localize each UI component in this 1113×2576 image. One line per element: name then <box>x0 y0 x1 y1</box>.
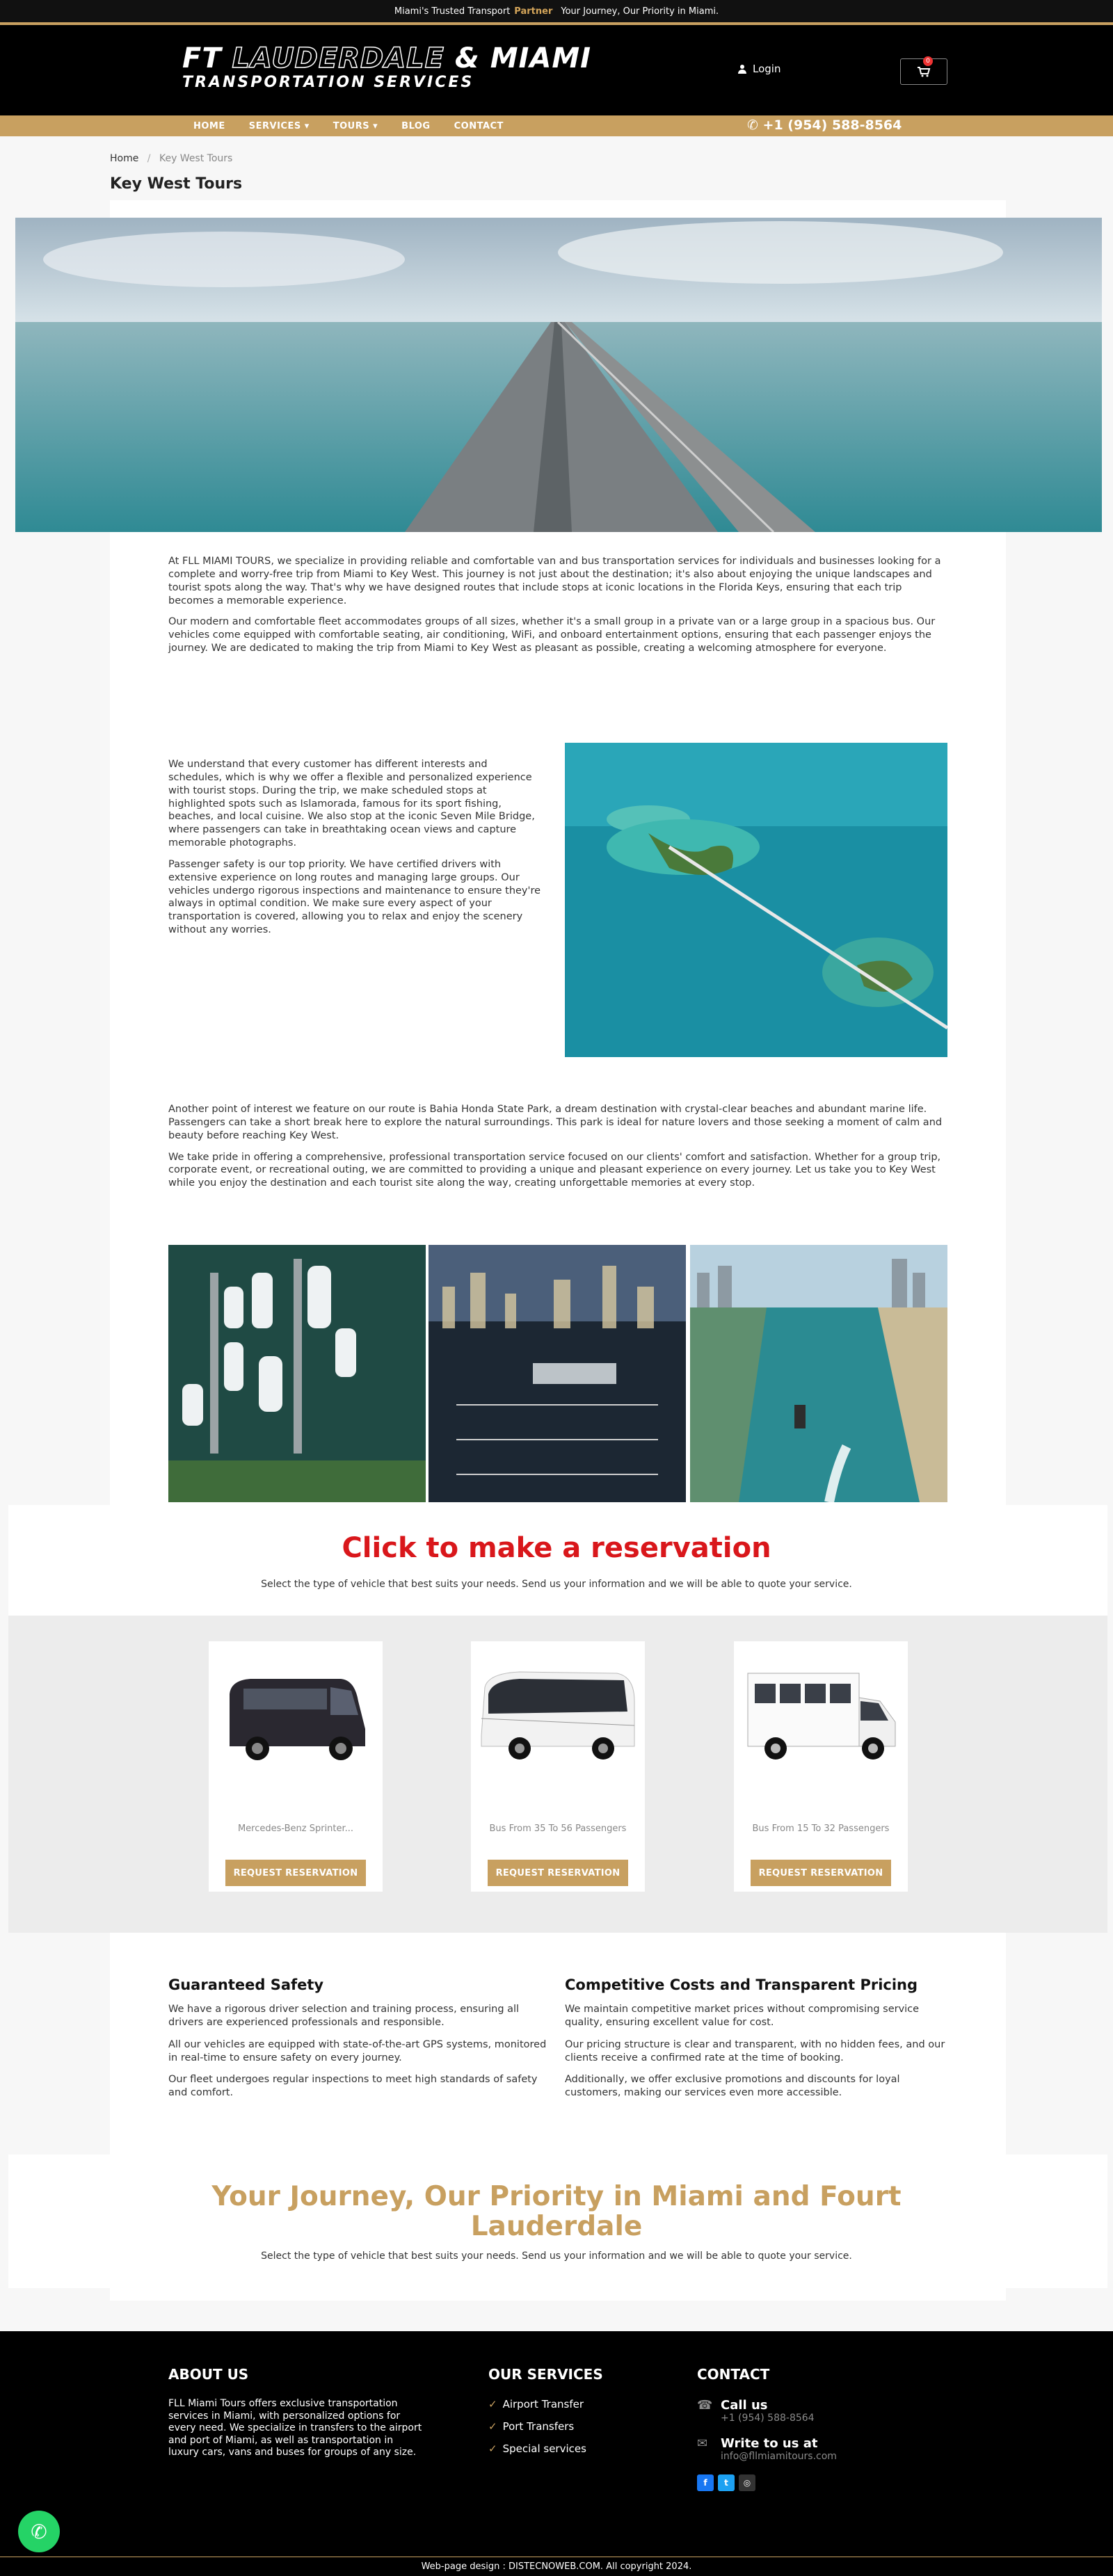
breadcrumb-current: Key West Tours <box>159 153 233 164</box>
vehicle-card-sprinter <box>209 1641 383 1892</box>
user-icon <box>737 64 747 74</box>
topbar-highlight: Partner <box>514 6 553 17</box>
footer-service-label: Airport Transfer <box>502 2398 584 2410</box>
logo-word-ft: FT <box>182 42 222 74</box>
footer-services <box>488 2366 603 2465</box>
feature-paragraph: We have a rigorous driver selection and training process, ensuring all drivers are experienced professionals and responsible. <box>168 2004 520 2028</box>
keys-aerial-image <box>565 743 947 1057</box>
footer-service-label: Special services <box>502 2442 586 2455</box>
gallery-image-channel <box>690 1245 947 1502</box>
vehicle-card-large-bus <box>471 1641 645 1892</box>
feature-title: Competitive Costs and Transparent Pricing <box>565 1977 918 1993</box>
intro-paragraph: At FLL MIAMI TOURS, we specialize in providing reliable and comfortable van and bus transportation services for individuals and businesses looking for a complete and worry-free trip from Miami to Key West. This journey is not just about the destination; it's also about enjoying the unique landscapes and tourist spots along the way. That's why we have designed routes that include stops at iconic locations in the Florida Keys, ensuring that each trip becomes a memorable experience. <box>168 556 941 606</box>
hero-image-bridge <box>15 218 1102 532</box>
logo-word-miami: & MIAMI <box>454 42 592 74</box>
vehicle-caption: Bus From 15 To 32 Passengers <box>752 1824 890 1834</box>
phone-square-icon: ☎ <box>697 2398 713 2413</box>
vehicle-caption: Bus From 35 To 56 Passengers <box>489 1824 627 1834</box>
check-icon: ✓ <box>488 2398 497 2410</box>
check-icon: ✓ <box>488 2420 497 2433</box>
main-navigation <box>0 115 1113 136</box>
park-text-block <box>168 1103 947 1198</box>
cart-count-badge: 0 <box>923 56 933 66</box>
page-title: Key West Tours <box>110 175 243 193</box>
site-logo[interactable] <box>182 42 592 91</box>
logo-subtitle: TRANSPORTATION SERVICES <box>182 74 474 91</box>
reservation-title[interactable]: Click to make a reservation <box>342 1532 771 1564</box>
check-icon: ✓ <box>488 2442 497 2455</box>
feature-paragraph: Our fleet undergoes regular inspections to meet high standards of safety and comfort. <box>168 2074 538 2099</box>
logo-word-lauderdale: LAUDERDALE <box>232 42 445 74</box>
footer-call-value: +1 (954) 588-8564 <box>721 2413 815 2424</box>
feature-pricing <box>565 1977 947 2109</box>
nav-tours[interactable]: TOURS ▾ <box>333 120 378 131</box>
topbar-tagline: Your Journey, Our Priority in Miami. <box>561 6 719 17</box>
footer-service-item[interactable] <box>488 2442 603 2455</box>
instagram-icon[interactable]: ◎ <box>739 2474 755 2491</box>
breadcrumb-separator: / <box>147 153 151 164</box>
mini-bus-image[interactable] <box>741 1652 901 1778</box>
social-links <box>697 2474 837 2491</box>
feature-paragraph: Additionally, we offer exclusive promotions and discounts for loyal customers, making our services even more accessible. <box>565 2074 900 2099</box>
large-coach-bus-image[interactable] <box>478 1652 638 1778</box>
whatsapp-icon: ✆ <box>31 2520 47 2543</box>
nav-home[interactable]: HOME <box>193 120 225 131</box>
footer-service-item[interactable] <box>488 2398 603 2410</box>
gallery-image-marina-boats <box>168 1245 426 1502</box>
vehicle-card-mini-bus <box>734 1641 908 1892</box>
stops-text-block <box>168 758 544 945</box>
envelope-icon: ✉ <box>697 2436 708 2451</box>
reservation-subtitle: Select the type of vehicle that best suits your needs. Send us your information and we will be able to quote your service. <box>261 1579 852 1590</box>
safety-paragraph: Passenger safety is our top priority. We have certified drivers with extensive experience on long routes and managing large groups. Our vehicles undergo rigorous inspections and maintenance to ensure they're always in optimal condition. We make sure every aspect of your transportation is covered, allowing you to relax and enjoy the scenery without any worries. <box>168 858 541 936</box>
footer-service-label: Port Transfers <box>502 2420 575 2433</box>
request-reservation-button[interactable]: REQUEST RESERVATION <box>751 1860 891 1886</box>
feature-safety <box>168 1977 551 2109</box>
footer-write-label: Write to us at <box>721 2436 818 2451</box>
footer-write-value: info@fllmiamitours.com <box>721 2451 837 2462</box>
footer-call-label: Call us <box>721 2398 768 2413</box>
feature-paragraph: We maintain competitive market prices without compromising service quality, ensuring excellent value for cost. <box>565 2004 920 2028</box>
cart-icon <box>917 66 931 77</box>
footer-contact <box>697 2366 837 2491</box>
twitter-icon[interactable]: t <box>718 2474 735 2491</box>
footer-about-text: FLL Miami Tours offers exclusive transportation services in Miami, with personalized options for every need. We specialize in transfers to the airport and port of Miami, as well as transportation in luxury cars, vans and buses for groups of any size. <box>168 2398 422 2458</box>
nav-services[interactable]: SERVICES ▾ <box>248 120 310 131</box>
request-reservation-button[interactable]: REQUEST RESERVATION <box>488 1860 628 1886</box>
nav-contact[interactable]: CONTACT <box>454 120 504 131</box>
nav-blog[interactable]: BLOG <box>401 120 431 131</box>
journey-subtitle: Select the type of vehicle that best suits your needs. Send us your information and we will be able to quote your service. <box>261 2251 852 2262</box>
whatsapp-button[interactable] <box>18 2511 60 2552</box>
request-reservation-button[interactable]: REQUEST RESERVATION <box>225 1860 366 1886</box>
breadcrumb <box>110 153 232 164</box>
stops-paragraph: We understand that every customer has different interests and schedules, which is why we offer a flexible and personalized experience with tourist stops. During the trip, we make scheduled stops at highlighted spots such as Islamorada, famous for its sport fishing, beaches, and local cuisine. We also stop at the iconic Seven Mile Bridge, where passengers can take in breathtaking ocean views and capture memorable photographs. <box>168 759 535 849</box>
footer-about-title: ABOUT US <box>168 2366 249 2383</box>
login-label: Login <box>753 63 781 75</box>
site-footer <box>0 2331 1113 2557</box>
footer-service-item[interactable] <box>488 2420 603 2433</box>
feature-title: Guaranteed Safety <box>168 1977 324 1993</box>
journey-title: Your Journey, Our Priority in Miami and Fourt Lauderdale <box>211 2181 902 2242</box>
sprinter-van-image[interactable] <box>216 1652 376 1778</box>
gallery-image-city-marina <box>429 1245 686 1502</box>
footer-write[interactable] <box>697 2436 837 2462</box>
nav-phone-link[interactable] <box>747 118 902 133</box>
footer-contact-title: CONTACT <box>697 2366 770 2383</box>
copyright-text: Web-page design : DISTECNOWEB.COM. All copyright 2024. <box>421 2561 692 2572</box>
login-link[interactable] <box>737 63 780 75</box>
footer-call[interactable] <box>697 2398 837 2424</box>
intro-paragraph: Our modern and comfortable fleet accommodates groups of all sizes, whether it's a small group in a private van or a large group in a spacious bus. Our vehicles come equipped with comfortable seating, air conditioning, WiFi, and onboard entertainment options, ensuring that each passenger enjoys the journey. We are dedicated to making the trip from Miami to Key West as pleasant as possible, creating a welcoming atmosphere for everyone. <box>168 616 936 654</box>
intro-text-block <box>168 555 946 663</box>
cart-button[interactable] <box>900 58 947 85</box>
feature-paragraph: Our pricing structure is clear and transparent, with no hidden fees, and our clients receive a confirmed rate at the time of booking. <box>565 2038 945 2063</box>
top-announcement-bar <box>0 0 1113 22</box>
footer-about <box>168 2366 426 2459</box>
pride-paragraph: We take pride in offering a comprehensive, professional transportation service focused on our clients' comfort and satisfaction. Whether for a group trip, corporate event, or recreational outing, we are committed to providing a unique and pleasant experience on every journey. Let us take you to Key West while you enjoy the destination and each tourist site along the way, creating unforgettable memories at every stop. <box>168 1151 941 1189</box>
park-paragraph: Another point of interest we feature on our route is Bahia Honda State Park, a dream destination with crystal-clear beaches and abundant marine life. Passengers can take a short break here to explore the natural surroundings. This park is ideal for nature lovers and those seeking a moment of calm and beauty before reaching Key West. <box>168 1104 943 1141</box>
copyright-bar <box>0 2557 1113 2576</box>
breadcrumb-home[interactable]: Home <box>110 153 139 164</box>
site-header <box>0 22 1113 115</box>
phone-icon: ✆ <box>747 118 758 133</box>
vehicle-caption: Mercedes-Benz Sprinter... <box>237 1824 354 1834</box>
nav-phone-number: +1 (954) 588-8564 <box>762 118 902 133</box>
topbar-text: Miami's Trusted Transport <box>394 6 511 17</box>
feature-paragraph: All our vehicles are equipped with state-of-the-art GPS systems, monitored in real-time to ensure safety on every journey. <box>168 2038 547 2063</box>
footer-services-title: OUR SERVICES <box>488 2366 603 2383</box>
facebook-icon[interactable]: f <box>697 2474 714 2491</box>
